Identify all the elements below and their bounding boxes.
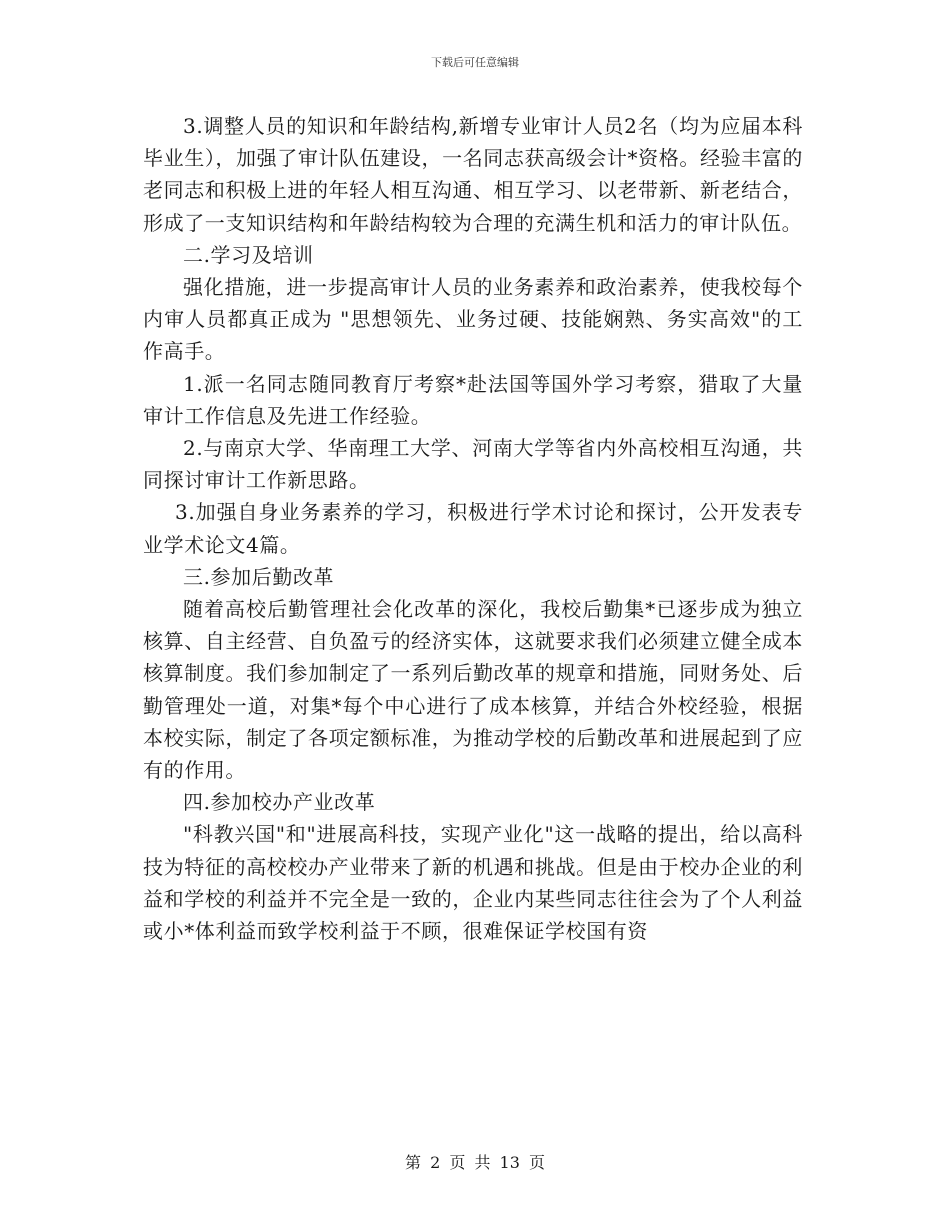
page-number-footer: 第 2 页 共 13 页 bbox=[405, 1153, 545, 1172]
paragraph-study-item-2: 2.与南京大学、华南理工大学、河南大学等省内外高校相互沟通，共同探讨审计工作新思路。 bbox=[143, 436, 803, 493]
paragraph-study-item-3: 3.加强自身业务素养的学习，积极进行学术讨论和探讨，公开发表专业学术论文4篇。 bbox=[143, 500, 803, 557]
paragraph-study-item-1: 1.派一名同志随同教育厅考察*赴法国等国外学习考察，猎取了大量审计工作信息及先进工作经验。 bbox=[143, 371, 803, 428]
section-heading-industry-reform: 四.参加校办产业改革 bbox=[183, 790, 376, 815]
paragraph-study-measures: 强化措施，进一步提高审计人员的业务素养和政治素养，使我校每个内审人员都真正成为 "思想领先、业务过硬、技能娴熟、务实高效"的工作高手。 bbox=[143, 275, 803, 364]
section-heading-logistics-reform: 三.参加后勤改革 bbox=[183, 564, 335, 589]
section-heading-study-training: 二.学习及培训 bbox=[183, 242, 314, 267]
paragraph-industry-reform: "科教兴国"和"进展高科技，实现产业化"这一战略的提出，给以高科技为特征的高校校办产业带来了新的机遇和挑战。但是由于校办企业的利益和学校的利益并不完全是一致的，企业内某些同志往往会为了个人利益或小*体利益而致学校利益于不顾，很难保证学校国有资 bbox=[143, 822, 803, 944]
document-body bbox=[143, 110, 803, 947]
paragraph-logistics-reform: 随着高校后勤管理社会化改革的深化，我校后勤集*已逐步成为独立核算、自主经营、自负盈亏的经济实体，这就要求我们必须建立健全成本核算制度。我们参加制定了一系列后勤改革的规章和措施，同财务处、后勤管理处一道，对集*每个中心进行了成本核算，并结合外校经验，根据本校实际，制定了各项定额标准，为推动学校的后勤改革和进展起到了应有的作用。 bbox=[143, 597, 803, 783]
paragraph-staff-structure: 3.调整人员的知识和年龄结构,新增专业审计人员2名（均为应届本科毕业生），加强了审计队伍建设，一名同志获高级会计*资格。经验丰富的老同志和积极上进的年轻人相互沟通、相互学习、以老带新、新老结合，形成了一支知识结构和年龄结构较为合理的充满生机和活力的审计队伍。 bbox=[143, 114, 803, 235]
page-header-note: 下载后可任意编辑 bbox=[431, 56, 519, 69]
